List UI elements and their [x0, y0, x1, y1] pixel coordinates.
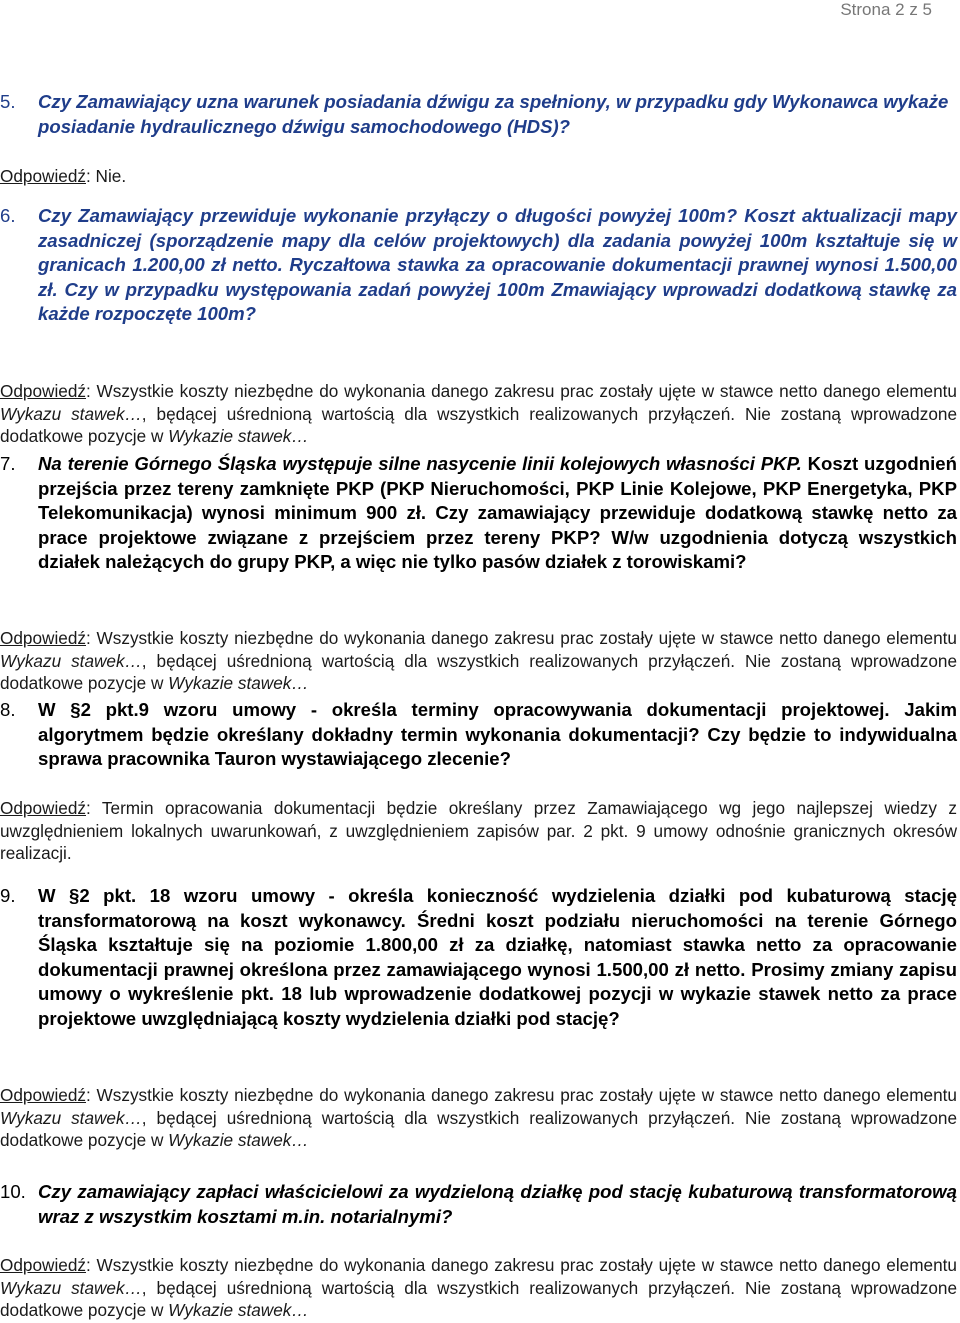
answer-text: , będącej uśrednioną wartością dla wszystkich realizowanych przyłączeń. Nie zostaną wprowadzone dodatkowe pozycje w [0, 650, 958, 693]
answer-italic: Wykazie stawek… [168, 673, 309, 693]
answer-italic: Wykazie stawek… [168, 1300, 309, 1320]
answer-5 [0, 165, 957, 188]
question-text-rest: Koszt uzgodnień przejścia przez tereny zamknięte PKP (PKP Nieruchomości, PKP Linie Kolejowe, PKP Energetyka, PKP Telekomunikacja) wynosi minimum 900 zł. Czy zamawiający przewiduje dodatkową stawkę netto za prace projektowe związane z przejściem przez tereny PKP? W/w uzgodnienia dotyczą wszystkich działek należących do grupy PKP, a więc nie tylko pasów działek z torowiskami? [38, 453, 957, 572]
answer-italic: Wykazu stawek… [0, 650, 142, 671]
answer-italic: Wykazu stawek… [0, 1107, 142, 1128]
question-text-italic: Na terenie Górnego Śląska występuje silne nasycenie linii kolejowych własności PKP. [38, 453, 802, 474]
answer-label: Odpowiedź [0, 166, 86, 186]
answer-text: : Wszystkie koszty niezbędne do wykonania danego zakresu prac zostały ujęte w stawce netto danego elementu [86, 628, 957, 648]
answer-9 [0, 1084, 957, 1152]
answer-italic: Wykazie stawek… [168, 426, 309, 446]
answer-italic: Wykazu stawek… [0, 403, 142, 424]
question-8 [0, 698, 957, 772]
answer-text: , będącej uśrednioną wartością dla wszystkich realizowanych przyłączeń. Nie zostaną wprowadzone dodatkowe pozycje w [0, 1107, 958, 1150]
page-number: Strona 2 z 5 [840, 0, 932, 19]
question-text: Czy Zamawiający przewiduje wykonanie przyłączy o długości powyżej 100m? Koszt aktualizacji mapy zasadniczej (sporządzenie mapy dla celów projektowych) dla zadania powyżej 100m kształtuje się w granicach 1.200,00 zł netto. Ryczałtowa stawka za opracowanie dokumentacji prawnej wynosi 1.500,00 zł. Czy w przypadku występowania zadań powyżej 100m Zmawiający wprowadzi dodatkową stawkę za każde rozpoczęte 100m? [38, 205, 957, 324]
answer-label: Odpowiedź [0, 628, 86, 648]
answer-text: : Wszystkie koszty niezbędne do wykonania danego zakresu prac zostały ujęte w stawce netto danego elementu [86, 1085, 957, 1105]
answer-label: Odpowiedź [0, 381, 86, 401]
answer-label: Odpowiedź [0, 1255, 86, 1275]
question-text: Czy Zamawiający uzna warunek posiadania dźwigu za spełniony, w przypadku gdy Wykonawca wykaże posiadanie hydraulicznego dźwigu samochodowego (HDS)? [38, 91, 949, 137]
question-text: W §2 pkt.9 wzoru umowy - określa terminy opracowywania dokumentacji projektowej. Jakim algorytmem będzie określany dokładny termin wykonania dokumentacji? Czy będzie to indywidualna sprawa pracownika Tauron wystawiającego zlecenie? [38, 699, 957, 769]
question-text: Czy zamawiający zapłaci właścicielowi za wydzieloną działkę pod stację kubaturową transformatorową wraz z wszystkim kosztami m.in. notarialnymi? [38, 1181, 957, 1227]
answer-italic: Wykazie stawek… [168, 1130, 309, 1150]
answer-8 [0, 797, 957, 865]
answer-6 [0, 380, 957, 448]
question-5 [0, 90, 957, 139]
question-10 [0, 1180, 957, 1229]
answer-italic: Wykazu stawek… [0, 1277, 142, 1298]
question-number: 6. [0, 205, 16, 226]
question-text: W §2 pkt. 18 wzoru umowy - określa konieczność wydzielenia działki pod kubaturową stację transformatorową na koszt wykonawcy. Średni koszt podziału nieruchomości na terenie Górnego Śląska kształtuje się na poziomie 1.800,00 zł za działkę, natomiast stawka netto za opracowanie dokumentacji prawnej określona przez zamawiającego wynosi 1.500,00 zł netto. Prosimy zmiany zapisu umowy o wykreślenie pkt. 18 lub wprowadzenie dodatkowej pozycji w wykazie stawek netto za prace projektowe uwzględniającą koszty wydzielenia działki pod stację? [38, 885, 957, 1029]
question-7 [0, 452, 957, 575]
answer-7 [0, 627, 957, 695]
answer-text: , będącej uśrednioną wartością dla wszystkich realizowanych przyłączeń. Nie zostaną wprowadzone dodatkowe pozycje w [0, 1277, 958, 1320]
answer-text: , będącej uśrednioną wartością dla wszystkich realizowanych przyłączeń. Nie zostaną wprowadzone dodatkowe pozycje w [0, 403, 958, 446]
question-number: 8. [0, 699, 16, 720]
question-text [38, 452, 957, 575]
answer-text: : Nie. [86, 166, 127, 186]
answer-text: : Termin opracowania dokumentacji będzie określany przez Zamawiającego wg jego najlepszej wiedzy z uwzględnieniem lokalnych uwarunkowań, z uwzględnieniem zapisów par. 2 pkt. 9 umowy odnośnie granicznych okresów realizacji. [0, 798, 957, 863]
answer-label: Odpowiedź [0, 1085, 86, 1105]
question-6 [0, 204, 957, 327]
answer-label: Odpowiedź [0, 798, 86, 818]
answer-10 [0, 1254, 957, 1322]
question-number: 10. [0, 1181, 26, 1202]
question-number: 9. [0, 885, 16, 906]
answer-text: : Wszystkie koszty niezbędne do wykonania danego zakresu prac zostały ujęte w stawce netto danego elementu [86, 1255, 957, 1275]
question-number: 5. [0, 91, 16, 112]
question-number: 7. [0, 453, 16, 474]
answer-text: : Wszystkie koszty niezbędne do wykonania danego zakresu prac zostały ujęte w stawce netto danego elementu [86, 381, 957, 401]
question-9 [0, 884, 957, 1031]
